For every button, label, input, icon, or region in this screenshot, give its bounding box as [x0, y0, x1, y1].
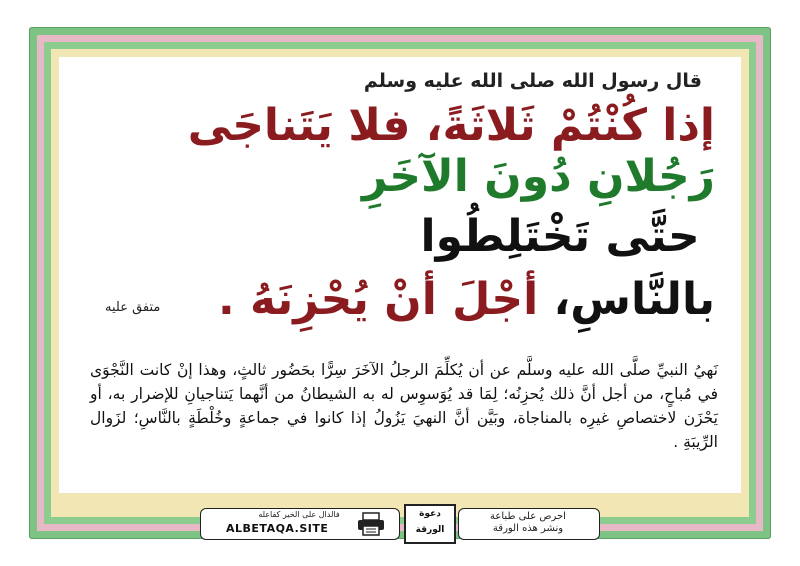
hadith-line-1: إذا كُنْتُمْ ثَلاثَةً، فلا يَتَناجَى — [187, 100, 715, 151]
intro-heading: قال رسول الله صلى الله عليه وسلم — [363, 70, 702, 92]
explanation-paragraph: نَهيُ النبيِّ صلَّى الله عليه وسلَّم عن أن يُكلِّمَ الرجلُ الآخَرَ سِرًّا بحَضُور ثالثٍ، وهذا إنْ كانت النَّجْوَى في مُباحٍ، من أجل أنَّ ذلك يُحزِنُه؛ لِمَا قد يُوَسوِس له به الشيطانُ من أنَّهما يَتناجيانِ للإضرار به، أو يَحْزَن لاختصاصِ غيرِه بالمناجاة، وبَيَّن أنَّ النهيَ يَزُولُ إذا كانوا في جماعةٍ وخُلْطَةٍ بالنَّاسِ؛ لزَوال الرِّيبَةِ . — [90, 361, 718, 451]
hadith-line-2 — [420, 211, 715, 262]
print-notice-line-1: احرص على طباعة — [490, 511, 566, 522]
hadith-line-2-green: رَجُلانِ دُونَ الآخَرِ — [361, 151, 715, 202]
hadith-line-2-black: حتَّى تَخْتَلِطُوا — [420, 211, 715, 262]
hadith-line-3-black: بالنَّاسِ، — [538, 274, 715, 325]
dawah-logo: دعوة الورقة — [404, 504, 456, 544]
print-notice-line-2: ونشر هذه الورقة — [492, 523, 564, 534]
hadith-line-3 — [218, 274, 715, 325]
website-tagline: فالدال على الخير كفاعله — [258, 510, 340, 519]
website-url[interactable]: ALBETAQA.SITE — [226, 522, 329, 535]
hadith-line-3-red: أجْلَ أنْ يُحْزِنَهُ . — [218, 274, 539, 325]
hadith-source: متفق عليه — [105, 300, 161, 315]
printer-icon[interactable] — [356, 512, 386, 536]
